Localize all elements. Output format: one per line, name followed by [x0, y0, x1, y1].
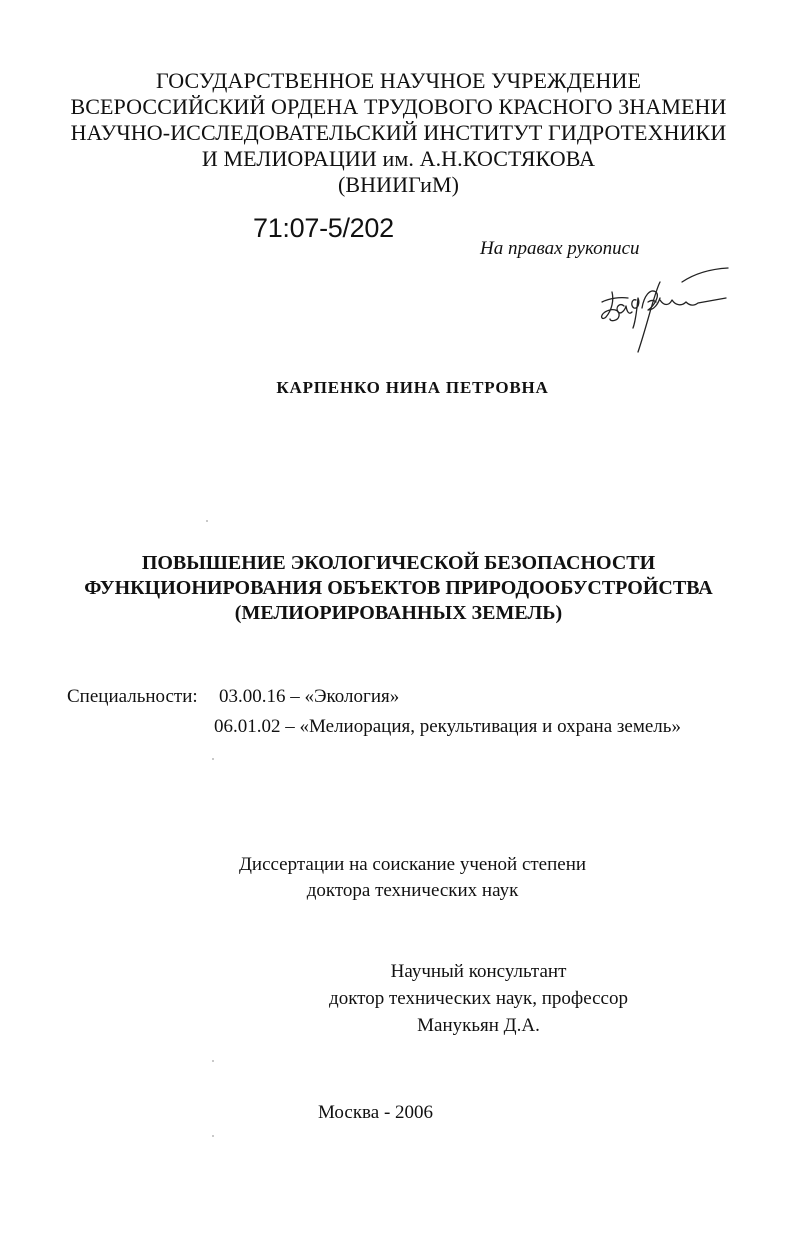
institution-header [0, 68, 797, 198]
degree-statement [0, 852, 797, 904]
scan-speck [212, 1135, 214, 1137]
scientific-consultant [0, 958, 797, 1039]
specialty-item: 03.00.16 – «Экология» [219, 686, 400, 707]
author-name: КАРПЕНКО НИНА ПЕТРОВНА [276, 378, 549, 397]
catalog-number: 71:07-5/202 [253, 213, 394, 243]
scan-speck [212, 758, 214, 760]
scan-speck [206, 520, 208, 522]
title-line: (МЕЛИОРИРОВАННЫХ ЗЕМЕЛЬ) [234, 602, 563, 624]
consultant-degree: доктор технических наук, профессор [329, 988, 628, 1009]
title-line: ФУНКЦИОНИРОВАНИЯ ОБЪЕКТОВ ПРИРОДООБУСТРОЙСТВА [84, 577, 713, 599]
city-year: Москва - 2006 [318, 1102, 434, 1123]
institution-line: ГОСУДАРСТВЕННОЕ НАУЧНОЕ УЧРЕЖДЕНИЕ [155, 68, 642, 93]
scan-speck [212, 1060, 214, 1062]
rights-note: На правах рукописи [480, 238, 640, 259]
degree-line: доктора технических наук [306, 880, 519, 901]
institution-line: И МЕЛИОРАЦИИ им. А.Н.КОСТЯКОВА [201, 146, 596, 171]
institution-line: ВСЕРОССИЙСКИЙ ОРДЕНА ТРУДОВОГО КРАСНОГО ЗНАМЕНИ [70, 94, 727, 119]
consultant-role: Научный консультант [390, 961, 567, 982]
consultant-name: Манукьян Д.А. [417, 1015, 540, 1036]
specialty-item: 06.01.02 – «Мелиорация, рекультивация и охрана земель» [214, 716, 681, 737]
institution-line: НАУЧНО-ИССЛЕДОВАТЕЛЬСКИЙ ИНСТИТУТ ГИДРОТЕХНИКИ [70, 120, 727, 145]
institution-abbreviation: (ВНИИГиМ) [337, 172, 460, 197]
specialties-label: Специальности: [67, 686, 198, 707]
dissertation-title [0, 551, 797, 626]
degree-line: Диссертации на соискание ученой степени [238, 854, 587, 875]
signature-image [590, 262, 735, 357]
title-line: ПОВЫШЕНИЕ ЭКОЛОГИЧЕСКОЙ БЕЗОПАСНОСТИ [141, 552, 656, 574]
